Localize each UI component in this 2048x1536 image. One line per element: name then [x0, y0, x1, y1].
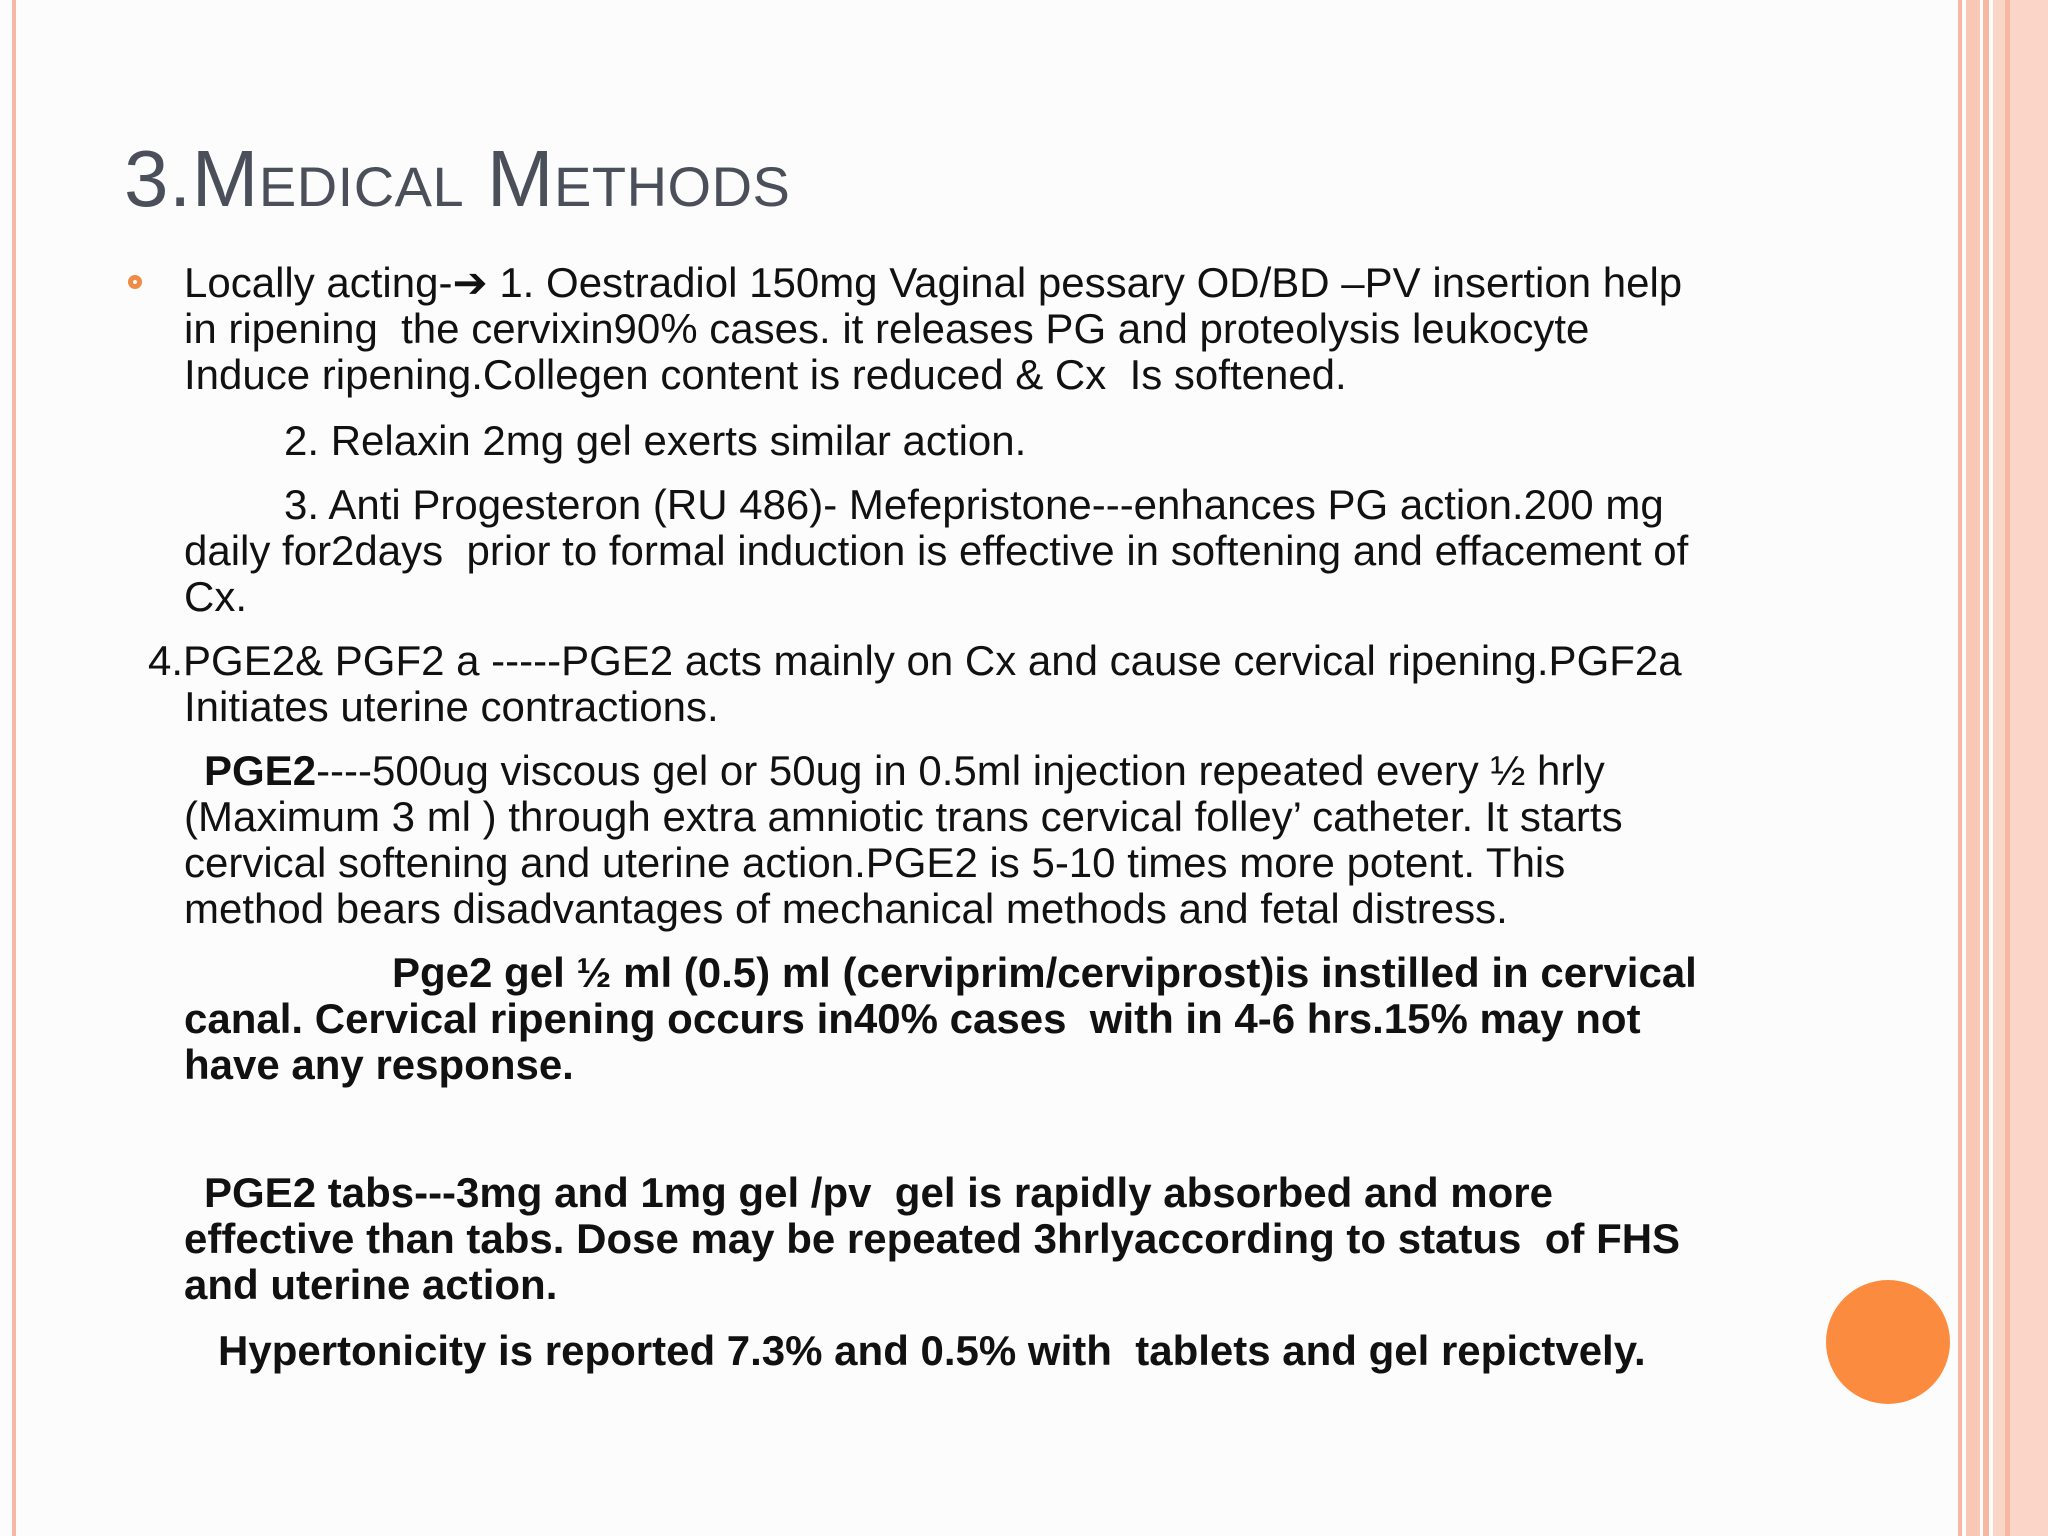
paragraph-locally-acting [184, 260, 1682, 398]
text-line: Induce ripening.Collegen content is reduced & Cx Is softened. [184, 351, 1347, 398]
paragraph-pge2-tabs [184, 1170, 1680, 1308]
text-line: effective than tabs. Dose may be repeated 3hrlyaccording to status of FHS [184, 1215, 1681, 1262]
text-line: in ripening the cervixin90% cases. it releases PG and proteolysis leukocyte [184, 305, 1590, 352]
paragraph-hypertonicity [218, 1328, 1646, 1374]
paragraph-pge2-gel [184, 748, 1623, 932]
right-border-stripe [1958, 0, 1962, 1536]
right-border-stripe [1966, 0, 1980, 1536]
paragraph-anti-progesteron [184, 482, 1688, 620]
text-line: 3. Anti Progesteron (RU 486)- Mefepristone---enhances PG action.200 mg [284, 481, 1664, 528]
text-line: Locally acting-➔ 1. Oestradiol 150mg Vaginal pessary OD/BD –PV insertion help [184, 259, 1683, 306]
text-line: (Maximum 3 ml ) through extra amniotic trans cervical folley’ catheter. It starts [184, 793, 1623, 840]
text-line: 2. Relaxin 2mg gel exerts similar action. [284, 417, 1027, 464]
paragraph-pge2-cerviprim [184, 950, 1697, 1088]
text-line: Hypertonicity is reported 7.3% and 0.5% with tablets and gel repictvely. [218, 1327, 1646, 1374]
text-line: 4.PGE2& PGF2 a -----PGE2 acts mainly on Cx and cause cervical ripening.PGF2a [148, 637, 1682, 684]
right-border-stripe [1983, 0, 1989, 1536]
right-border-band [1993, 0, 2048, 1536]
right-border-stripe [2005, 0, 2010, 1536]
text-line: PGE2 tabs---3mg and 1mg gel /pv gel is rapidly absorbed and more [204, 1169, 1553, 1216]
text-line: method bears disadvantages of mechanical methods and fetal distress. [184, 885, 1508, 932]
paragraph-relaxin [284, 418, 1026, 464]
text-line: Initiates uterine contractions. [184, 683, 719, 730]
decorative-orange-circle [1826, 1280, 1950, 1404]
text-line: cervical softening and uterine action.PGE2 is 5-10 times more potent. This [184, 839, 1566, 886]
text-lead-bold: PGE2 [204, 747, 317, 794]
text-line: and uterine action. [184, 1261, 558, 1308]
text-line: canal. Cervical ripening occurs in40% cases with in 4-6 hrs.15% may not [184, 995, 1641, 1042]
text-line: have any response. [184, 1041, 574, 1088]
paragraph-pge2-pgf2 [148, 638, 1682, 730]
bullet-icon [128, 275, 142, 289]
text-line: ----500ug viscous gel or 50ug in 0.5ml injection repeated every ½ hrly [316, 747, 1605, 794]
left-border-stripe [12, 0, 16, 1536]
text-line: Pge2 gel ½ ml (0.5) ml (cerviprim/cerviprost)is instilled in cervical [392, 949, 1697, 996]
text-line: Cx. [184, 573, 247, 620]
slide-title: 3.Medical Methods [124, 134, 791, 223]
text-line: daily for2days prior to formal induction is effective in softening and effacement of [184, 527, 1689, 574]
